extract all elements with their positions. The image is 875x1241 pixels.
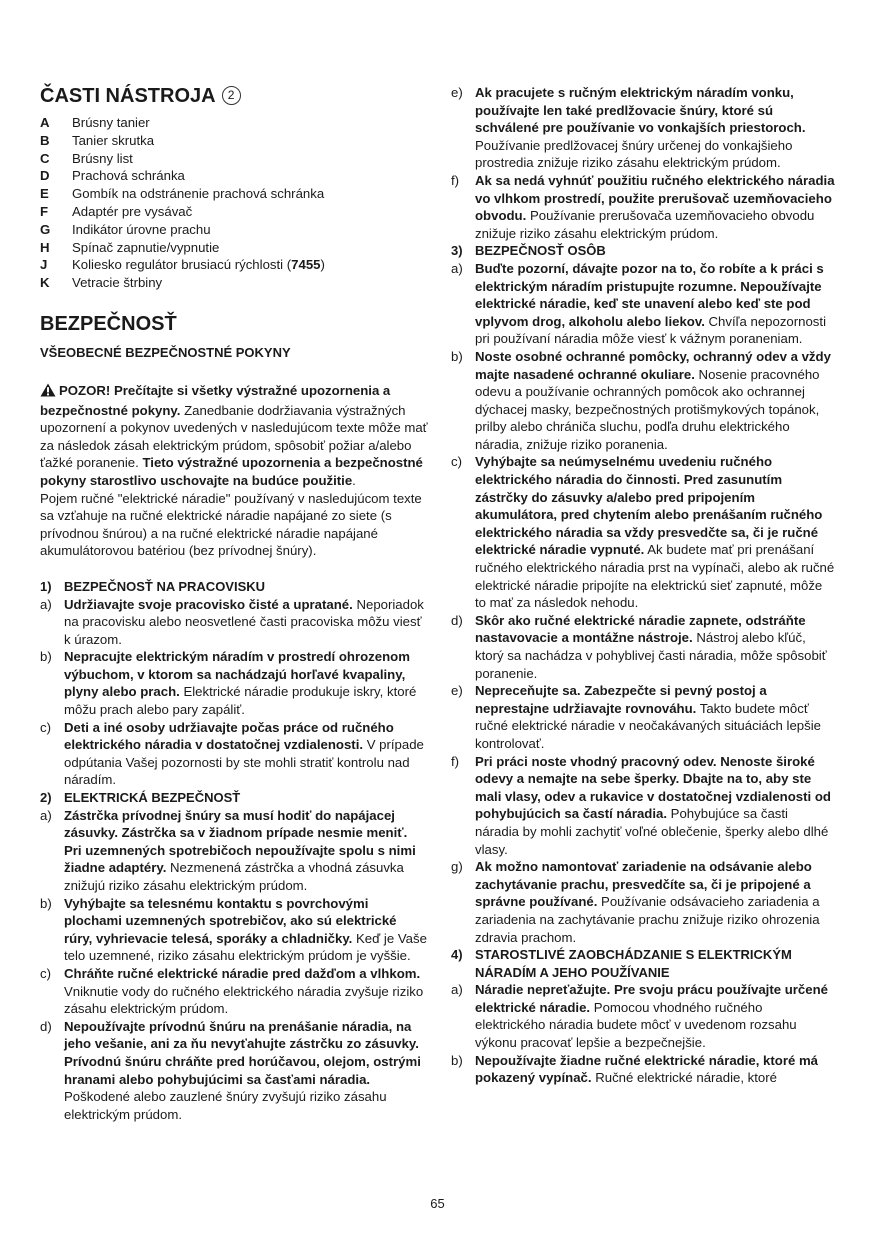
- list-item: [40, 895, 428, 965]
- item-marker: b): [451, 348, 463, 364]
- item-bold: Noste osobné ochranné pomôcky, ochranný odev a vždy majte nasadené ochranné okuliare.: [475, 348, 831, 382]
- parts-row: [40, 150, 428, 168]
- list-item: [451, 753, 835, 859]
- item-plain: V prípade odpútania Vašej pozornosti by ste mohli stratiť kontrolu nad náradím.: [64, 737, 424, 788]
- item-plain: Takto budete môcť ručné elektrické náradie v neočakávaných situáciách lepšie kontrolovať.: [475, 700, 821, 751]
- item-marker: g): [451, 859, 463, 875]
- item-bold: Skôr ako ručné elektrické náradie zapnete, odstráňte nastavovacie a montážne nástroje.: [475, 612, 806, 646]
- item-text: [64, 1018, 428, 1124]
- parts-row: [40, 221, 428, 239]
- item-bold: Deti a iné osoby udržiavajte počas práce od ručného elektrického náradia v dostatočnej vzdialenosti.: [64, 719, 394, 753]
- warning-text: Zanedbanie dodržiavania výstražných upozornení a pokynov uvedených v nasledujúcom texte môže mať za následok zásah elektrickým prúdom, spôsobiť požiar a/alebo ťažké poranenie.: [40, 402, 428, 471]
- item-text: [475, 858, 835, 946]
- part-label: Brúsny list: [72, 150, 133, 166]
- part-label: Tanier skrutka: [72, 132, 155, 148]
- item-text: [475, 981, 835, 1051]
- definition-paragraph: Pojem ručné "elektrické náradie" používaný v nasledujúcom texte sa vzťahuje na ručné elektrické náradie napájané zo siete (s prívodnou šnúrou) a na ručné elektrické náradie napájané akumulátorovou batériou (bez prívodnej šnúry).: [40, 490, 422, 559]
- section-heading: [451, 946, 835, 981]
- item-marker: a): [40, 807, 52, 823]
- list-item: [451, 612, 835, 682]
- item-bold: Udržiavajte svoje pracovisko čisté a upratané.: [64, 596, 353, 612]
- item-bold: Vyhýbajte sa telesnému kontaktu s povrchovými plochami uzemnených spotrebičov, ako sú elektrické rúry, vyhrievacie telesá, sporáky a chladničky.: [64, 895, 397, 946]
- item-plain: Používanie prerušovača uzemňovacieho obvodu znižuje riziko zásahu elektrickým prúdom.: [475, 208, 815, 241]
- item-text: [64, 895, 428, 965]
- item-text: [475, 84, 835, 172]
- part-letter: E: [40, 186, 49, 202]
- item-marker: c): [451, 454, 462, 470]
- item-bold: Ak možno namontovať zariadenie na odsávanie alebo zachytávanie prachu, presvedčíte sa, či je pripojené a správne používané.: [475, 859, 812, 910]
- part-label: Spínač zapnutie/vypnutie: [72, 239, 220, 255]
- item-bold: Nepoužívajte prívodnú šnúru na prenášanie náradia, na jeho vešanie, ani za ňu nevyťahujte zástrčku zo zásuvky. Prívodnú šnúru chráňte pred horúčavou, olejom, ostrými hranami alebo pohybujúcimi sa časťami náradia.: [64, 1018, 421, 1087]
- section-number: 4): [451, 947, 463, 963]
- part-label: Brúsny tanier: [72, 115, 150, 130]
- item-marker: f): [451, 753, 460, 769]
- item-plain: Používanie odsávacieho zariadenia a zariadenia na zachytávanie prachu znižuje riziko ohrozenia zdravia prachom.: [475, 894, 820, 945]
- section-heading: [40, 578, 428, 596]
- item-bold: Náradie nepreťažujte. Pre svoju prácu používajte určené elektrické náradie.: [475, 982, 828, 1015]
- list-item: [451, 1052, 835, 1087]
- item-text: [64, 965, 428, 1018]
- section-title: ELEKTRICKÁ BEZPEČNOSŤ: [64, 790, 241, 806]
- item-text: [64, 596, 428, 649]
- part-letter: G: [40, 221, 51, 237]
- right-column: [451, 84, 835, 1087]
- warning-dot: .: [352, 472, 356, 488]
- part-label: Gombík na odstránenie prachová schránka: [72, 186, 325, 202]
- item-bold: Pri práci noste vhodný pracovný odev. Nenoste široké odevy a nemajte na sebe šperky. Dbajte na to, aby ste mali vlasy, odev a rukavice v dostatočnej vzdialenosti od pohybujúcich sa častí náradia.: [475, 753, 831, 822]
- list-item: [451, 858, 835, 946]
- item-bold: Nepoužívajte žiadne ručné elektrické náradie, ktoré má pokazený vypínač.: [475, 1052, 819, 1086]
- parts-row: [40, 203, 428, 221]
- list-item: [451, 84, 835, 172]
- item-bold: Nepracujte elektrickým náradím v prostredí ohrozenom výbuchom, v ktorom sa nachádzajú horľavé kvapaliny, plyny alebo prach.: [64, 649, 410, 700]
- list-item: [40, 648, 428, 718]
- parts-row: [40, 274, 428, 292]
- list-item: [451, 981, 835, 1051]
- section-heading: [451, 242, 835, 260]
- parts-row: [40, 167, 428, 185]
- item-plain: Vniknutie vody do ručného elektrického náradia zvyšuje riziko zásahu elektrickým prúdom.: [64, 983, 424, 1017]
- part-letter: J: [40, 257, 48, 273]
- part-letter: K: [40, 275, 50, 291]
- list-item: [451, 172, 835, 242]
- section-title: BEZPEČNOSŤ OSÔB: [475, 243, 606, 259]
- item-marker: f): [451, 172, 460, 188]
- item-plain: Nástroj alebo kľúč, ktorý sa nachádza v pohyblivej časti náradia, môže spôsobiť poranenie.: [475, 630, 827, 681]
- item-bold: Buďte pozorní, dávajte pozor na to, čo robíte a k práci s elektrickým náradím pristupujte rozumne. Nepoužívajte elektrické náradie, keď ste unavení alebo keď ste pod vplyvom drog, alkoholu alebo liekov.: [475, 260, 824, 329]
- item-text: [475, 753, 835, 859]
- section-heading: [40, 789, 428, 807]
- list-item: [40, 719, 428, 789]
- item-plain: Pomocou vhodného ručného elektrického náradia budete môcť v uvedenom rozsahu výkonu pracovať lepšie a bezpečnejšie.: [475, 999, 797, 1051]
- item-plain: Nosenie pracovného odevu a používanie ochranných pomôcok ako ochrannej dýchacej masky, bezpečnostných protišmykových topánok, prilby alebo chrániča sluchu, podľa druhu elektrického náradia, znižuje riziko poranenia.: [475, 366, 820, 452]
- item-text: [475, 1052, 835, 1087]
- list-item: [451, 348, 835, 454]
- item-text: [64, 807, 428, 895]
- parts-list: [40, 114, 428, 292]
- item-text: [475, 612, 835, 682]
- part-letter: F: [40, 203, 49, 219]
- item-plain: Elektrické náradie produkuje iskry, ktoré môžu prach alebo pary zapáliť.: [64, 684, 417, 718]
- section-number: 3): [451, 243, 463, 259]
- parts-title: ČASTI NÁSTROJA: [40, 85, 216, 107]
- list-item: [451, 453, 835, 611]
- safety-heading: BEZPEČNOSŤ: [40, 312, 177, 335]
- part-label: Vetracie štrbiny: [72, 275, 163, 291]
- left-column: [40, 84, 428, 1123]
- list-item: [40, 1018, 428, 1124]
- item-marker: b): [40, 895, 52, 911]
- list-item: [40, 807, 428, 895]
- figure-ref-circle: 2: [222, 86, 241, 105]
- list-item: [40, 965, 428, 1018]
- warning-keep-bold: Tieto výstražné upozornenia a bezpečnostné pokyny starostlivo uschovajte na budúce použitie: [40, 455, 423, 488]
- item-marker: e): [451, 85, 463, 100]
- parts-row: [40, 114, 428, 132]
- list-item: [451, 682, 835, 752]
- item-plain: Chvíľa nepozornosti pri používaní náradia môže viesť k vážnym poraneniam.: [475, 313, 826, 347]
- section-title: STAROSTLIVÉ ZAOBCHÁDZANIE S ELEKTRICKÝM NÁRADÍM A JEHO POUŽÍVANIE: [475, 947, 792, 980]
- item-plain: Poškodené alebo zauzlené šnúry zvyšujú riziko zásahu elektrickým prúdom.: [64, 1089, 387, 1122]
- list-item: [40, 596, 428, 649]
- item-text: [475, 453, 835, 611]
- item-text: [64, 648, 428, 718]
- item-plain: Používanie predlžovacej šnúry určenej do vonkajšieho prostredia znižuje riziko zásahu elektrickým prúdom.: [475, 137, 793, 171]
- item-marker: b): [40, 649, 52, 665]
- parts-row: [40, 132, 428, 150]
- parts-heading: [40, 84, 428, 108]
- part-letter: B: [40, 132, 50, 148]
- item-plain: Nezmenená zástrčka a vhodná zásuvka znižujú riziko zásahu elektrickým prúdom.: [64, 860, 404, 893]
- item-marker: d): [40, 1018, 52, 1034]
- item-bold: Ak pracujete s ručným elektrickým náradím vonku, používajte len také predlžovacie šnúry, ktoré sú schválené pre používanie vo vonkajších priestoroch.: [475, 85, 806, 136]
- item-text: [475, 260, 835, 348]
- section-number: 2): [40, 790, 52, 806]
- page-number: 65: [430, 1196, 445, 1211]
- item-text: [475, 348, 835, 454]
- item-plain: Keď je Vaše telo uzemnené, riziko zásahu elektrickým prúdom je vyššie.: [64, 930, 427, 964]
- item-marker: c): [40, 719, 51, 735]
- item-bold: Ak sa nedá vyhnúť použitiu ručného elektrického náradia vo vlhkom prostredí, použite prerušovač uzemňovacieho obvodu.: [475, 172, 835, 224]
- item-text: [475, 682, 835, 752]
- part-letter: D: [40, 168, 50, 184]
- list-item: [451, 260, 835, 348]
- part-letter: H: [40, 239, 50, 255]
- parts-row: [40, 185, 428, 203]
- item-bold: Vyhýbajte sa neúmyselnému uvedeniu ručného elektrického náradia do činnosti. Pred zasunutím zástrčky do zásuvky a/alebo pred pripojením akumulátora, pred chytením alebo prenášaním ručného elektrického náradia sa vždy presvedčte sa, či je ručné elektrické náradie vypnuté.: [475, 454, 823, 558]
- item-bold: Nepreceňujte sa. Zabezpečte si pevný postoj a neprestajne udržiavajte rovnováhu.: [475, 683, 767, 716]
- part-label: Indikátor úrovne prachu: [72, 221, 211, 237]
- item-text: [475, 172, 835, 242]
- part-label-text: Koliesko regulátor brusiacú rýchlosti (: [72, 257, 292, 273]
- warning-triangle-icon: [40, 383, 56, 402]
- item-plain: Neporiadok na pracovisku alebo neosvetlené časti pracoviska môžu viesť k úrazom.: [64, 596, 424, 647]
- part-label: Prachová schránka: [72, 168, 185, 184]
- section-title: BEZPEČNOSŤ NA PRACOVISKU: [64, 578, 266, 594]
- item-marker: d): [451, 612, 463, 628]
- part-letter: A: [40, 115, 50, 130]
- parts-row: [40, 239, 428, 257]
- item-plain: Pohybujúce sa časti náradia by mohli zachytiť voľné oblečenie, šperky alebo dlhé vlasy.: [475, 806, 829, 857]
- section-number: 1): [40, 578, 52, 594]
- item-plain: Ak budete mať pri prenášaní ručného elektrického náradia prst na vypínači, alebo ak ručné elektrické náradie pripojíte na elektrickú sieť zapnuté, môže to mať za následok nehodu.: [475, 542, 835, 611]
- item-marker: a): [451, 982, 463, 998]
- item-plain: Ručné elektrické náradie, ktoré: [591, 1070, 777, 1086]
- item-bold: Chráňte ručné elektrické náradie pred dažďom a vlhkom.: [64, 965, 421, 981]
- item-text: [64, 719, 428, 789]
- part-letter: C: [40, 150, 50, 166]
- model-number: 7455: [291, 257, 321, 273]
- item-marker: a): [40, 596, 52, 612]
- safety-subtitle: VŠEOBECNÉ BEZPEČNOSTNÉ POKYNY: [40, 344, 291, 360]
- warning-paragraph: [40, 382, 428, 490]
- part-label-end: ): [320, 257, 325, 273]
- item-marker: b): [451, 1052, 463, 1068]
- part-label: Adaptér pre vysávač: [72, 203, 193, 219]
- part-label: [72, 256, 325, 274]
- item-marker: e): [451, 683, 463, 699]
- item-bold: Zástrčka prívodnej šnúry sa musí hodiť do napájacej zásuvky. Zástrčka sa v žiadnom prípade nesmie meniť. Pri uzemnených spotrebičoch nepoužívajte spolu s nimi žiadne adaptéry.: [64, 807, 416, 876]
- item-marker: a): [451, 260, 463, 276]
- item-marker: c): [40, 965, 51, 981]
- warning-bold: POZOR! Prečítajte si všetky výstražné upozornenia a bezpečnostné pokyny.: [40, 382, 391, 418]
- parts-row: [40, 256, 428, 274]
